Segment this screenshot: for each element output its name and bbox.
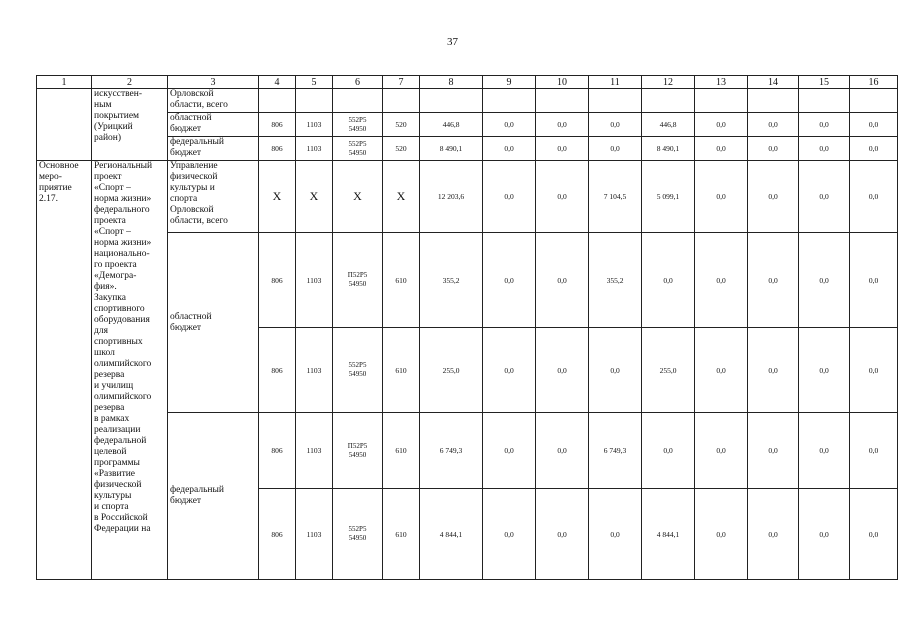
ministry-code: 806: [259, 489, 296, 580]
empty-cell: [695, 89, 748, 113]
target-code: П52Р5 54950: [333, 413, 383, 489]
value-cell: 0,0: [850, 413, 898, 489]
section-code: 1103: [296, 113, 333, 137]
ministry-code: 806: [259, 413, 296, 489]
value-cell: 0,0: [748, 489, 799, 580]
expense-type-code: 610: [383, 489, 420, 580]
event-name: Региональный проект «Спорт – норма жизни» федерального проекта «Спорт – норма жизни» национально- го проекта «Демогра- фия». Закупка спортивного оборудования для спортивных школ олимпийского резерва и училищ олимпийского резерва в рамках реализации федеральной целевой программы «Развитие физической культуры и спорта в Российской Федерации на: [92, 161, 168, 580]
value-cell: 0,0: [642, 413, 695, 489]
value-cell: 0,0: [748, 413, 799, 489]
budget-table: [36, 75, 898, 580]
header-row: [37, 76, 898, 89]
empty-cell: [642, 89, 695, 113]
federal-budget-label: федеральный бюджет: [168, 413, 259, 580]
ministry-code: 806: [259, 233, 296, 328]
expense-type-code: Х: [383, 161, 420, 233]
source-cell: федеральный бюджет: [168, 137, 259, 161]
expense-type-code: 610: [383, 413, 420, 489]
source-cell: Управление физической культуры и спорта Орловской области, всего: [168, 161, 259, 233]
value-cell: 0,0: [748, 233, 799, 328]
section-code: 1103: [296, 489, 333, 580]
value-cell: 0,0: [799, 413, 850, 489]
value-cell: 4 844,1: [420, 489, 483, 580]
expense-type-code: 610: [383, 328, 420, 413]
target-code: 552Р5 54950: [333, 489, 383, 580]
value-cell: 0,0: [748, 328, 799, 413]
expense-type-code: 610: [383, 233, 420, 328]
header-cell: 3: [168, 76, 259, 89]
ministry-code: 806: [259, 328, 296, 413]
header-cell: 2: [92, 76, 168, 89]
regional-budget-label: областной бюджет: [168, 233, 259, 413]
target-code: 552Р5 54950: [333, 328, 383, 413]
value-cell: 0,0: [536, 413, 589, 489]
value-cell: 0,0: [799, 137, 850, 161]
target-code: Х: [333, 161, 383, 233]
value-cell: 0,0: [748, 113, 799, 137]
header-cell: 16: [850, 76, 898, 89]
section-code: Х: [296, 161, 333, 233]
empty-cell: [333, 89, 383, 113]
value-cell: 355,2: [589, 233, 642, 328]
value-cell: 8 490,1: [642, 137, 695, 161]
value-cell: 355,2: [420, 233, 483, 328]
value-cell: 0,0: [589, 137, 642, 161]
value-cell: 0,0: [799, 113, 850, 137]
empty-cell: [420, 89, 483, 113]
value-cell: 0,0: [748, 161, 799, 233]
value-cell: 0,0: [850, 328, 898, 413]
header-cell: 11: [589, 76, 642, 89]
ministry-code: 806: [259, 137, 296, 161]
value-cell: 0,0: [589, 489, 642, 580]
empty-cell: [259, 89, 296, 113]
value-cell: 0,0: [483, 233, 536, 328]
value-cell: 0,0: [799, 328, 850, 413]
header-cell: 13: [695, 76, 748, 89]
value-cell: 0,0: [536, 328, 589, 413]
value-cell: 7 104,5: [589, 161, 642, 233]
value-cell: 0,0: [850, 489, 898, 580]
value-cell: 446,8: [642, 113, 695, 137]
table-row: [37, 89, 898, 113]
value-cell: 0,0: [695, 413, 748, 489]
event-number: Основное меро- приятие 2.17.: [37, 161, 92, 580]
value-cell: 0,0: [799, 489, 850, 580]
empty-cell: [589, 89, 642, 113]
value-cell: 0,0: [850, 137, 898, 161]
value-cell: 0,0: [850, 113, 898, 137]
page-number: 37: [447, 36, 458, 48]
source-cell: Орловской области, всего: [168, 89, 259, 113]
header-cell: 1: [37, 76, 92, 89]
header-cell: 14: [748, 76, 799, 89]
value-cell: 0,0: [850, 233, 898, 328]
empty-cell: [383, 89, 420, 113]
value-cell: 0,0: [483, 113, 536, 137]
header-cell: 10: [536, 76, 589, 89]
header-cell: 4: [259, 76, 296, 89]
value-cell: 0,0: [642, 233, 695, 328]
header-cell: 8: [420, 76, 483, 89]
prev-event-cell: [37, 89, 92, 161]
section-code: 1103: [296, 137, 333, 161]
value-cell: 0,0: [695, 489, 748, 580]
value-cell: 0,0: [695, 233, 748, 328]
value-cell: 4 844,1: [642, 489, 695, 580]
target-code: П52Р5 54950: [333, 233, 383, 328]
value-cell: 0,0: [589, 113, 642, 137]
empty-cell: [799, 89, 850, 113]
empty-cell: [748, 89, 799, 113]
target-code: 552Р5 54950: [333, 137, 383, 161]
value-cell: 0,0: [589, 328, 642, 413]
value-cell: 0,0: [536, 113, 589, 137]
value-cell: 12 203,6: [420, 161, 483, 233]
header-cell: 6: [333, 76, 383, 89]
value-cell: 0,0: [695, 137, 748, 161]
value-cell: 0,0: [483, 137, 536, 161]
value-cell: 0,0: [799, 233, 850, 328]
header-cell: 15: [799, 76, 850, 89]
section-code: 1103: [296, 233, 333, 328]
table-row: [37, 161, 898, 233]
header-cell: 5: [296, 76, 333, 89]
value-cell: 446,8: [420, 113, 483, 137]
header-cell: 12: [642, 76, 695, 89]
value-cell: 6 749,3: [589, 413, 642, 489]
source-cell: областной бюджет: [168, 113, 259, 137]
value-cell: 0,0: [536, 161, 589, 233]
value-cell: 5 099,1: [642, 161, 695, 233]
expense-type-code: 520: [383, 137, 420, 161]
header-cell: 9: [483, 76, 536, 89]
value-cell: 0,0: [483, 489, 536, 580]
header-cell: 7: [383, 76, 420, 89]
value-cell: 0,0: [483, 328, 536, 413]
value-cell: 0,0: [748, 137, 799, 161]
value-cell: 0,0: [850, 161, 898, 233]
value-cell: 0,0: [483, 413, 536, 489]
value-cell: 255,0: [642, 328, 695, 413]
expense-type-code: 520: [383, 113, 420, 137]
target-code: 552Р5 54950: [333, 113, 383, 137]
value-cell: 0,0: [695, 161, 748, 233]
value-cell: 0,0: [536, 233, 589, 328]
value-cell: 6 749,3: [420, 413, 483, 489]
value-cell: 0,0: [536, 137, 589, 161]
section-code: 1103: [296, 328, 333, 413]
value-cell: 0,0: [695, 113, 748, 137]
empty-cell: [536, 89, 589, 113]
section-code: 1103: [296, 413, 333, 489]
ministry-code: Х: [259, 161, 296, 233]
value-cell: 8 490,1: [420, 137, 483, 161]
prev-event-name: искусствен- ным покрытием (Урицкий район): [92, 89, 168, 161]
ministry-code: 806: [259, 113, 296, 137]
value-cell: 0,0: [483, 161, 536, 233]
empty-cell: [296, 89, 333, 113]
empty-cell: [483, 89, 536, 113]
value-cell: 0,0: [799, 161, 850, 233]
value-cell: 255,0: [420, 328, 483, 413]
value-cell: 0,0: [695, 328, 748, 413]
value-cell: 0,0: [536, 489, 589, 580]
empty-cell: [850, 89, 898, 113]
